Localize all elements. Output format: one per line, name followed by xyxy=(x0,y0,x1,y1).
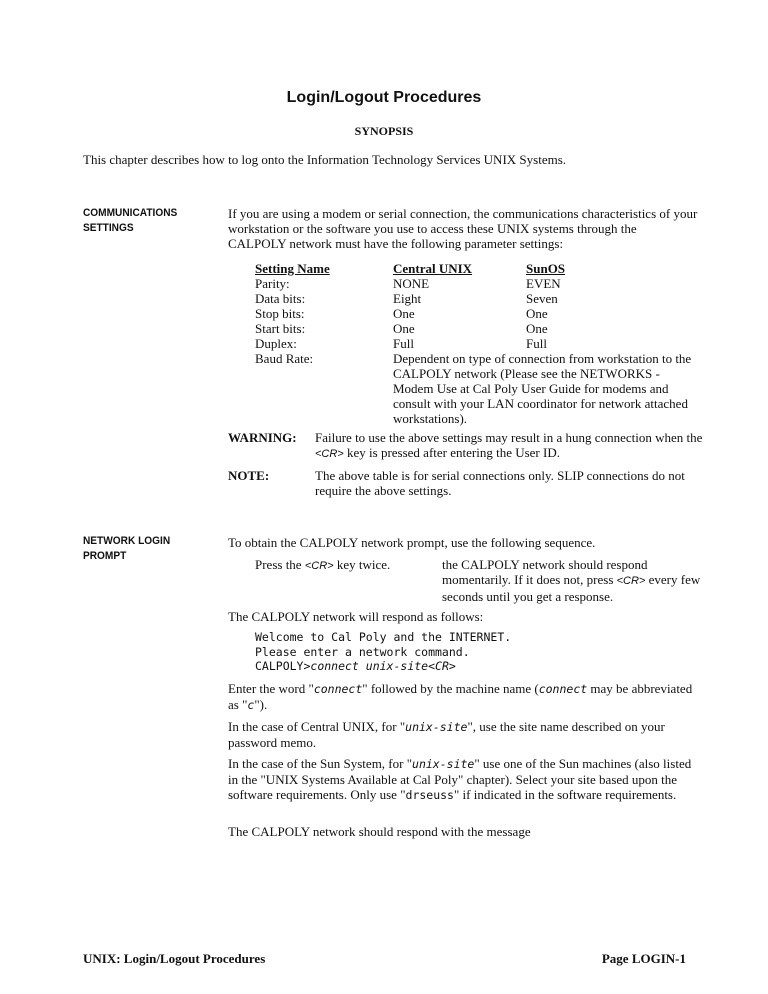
table-cell: One xyxy=(526,306,548,321)
column-header: Setting Name xyxy=(255,261,330,276)
terminal-input: connect unix-site<CR> xyxy=(310,659,456,673)
respond-text: The CALPOLY network will respond as follows: xyxy=(228,609,484,624)
text: " followed by the machine name ( xyxy=(362,681,539,696)
terminal-output xyxy=(255,630,511,674)
warning-text xyxy=(315,430,710,462)
note-label: NOTE: xyxy=(228,468,270,483)
table-cell: Full xyxy=(393,336,414,351)
enter-paragraph xyxy=(228,681,698,713)
section-label-line: SETTINGS xyxy=(83,222,134,234)
code: connect xyxy=(538,682,588,696)
column-header: Central UNIX xyxy=(393,261,473,276)
table-cell: Eight xyxy=(393,291,422,306)
section-label-line: COMMUNICATIONS xyxy=(83,207,178,219)
table-cell: Dependent on type of connection from workstation to the CALPOLY network (Please see the NETWORKS - Modem Use at Cal Poly User Guide for modems and consult with your LAN coordinator for network attached workstations). xyxy=(393,351,692,426)
text: ", use the site name described on your password memo. xyxy=(228,719,665,750)
text: Failure to use the above settings may result in a hung connection when the xyxy=(315,430,703,445)
table-cell: Data bits: xyxy=(255,291,306,306)
warning-block xyxy=(228,430,703,462)
section-label-network-login xyxy=(83,534,203,564)
table-cell: One xyxy=(393,306,415,321)
cr-key: <CR> xyxy=(315,448,344,460)
step-text xyxy=(255,557,435,574)
section-label-line: NETWORK LOGIN xyxy=(83,535,171,547)
central-paragraph xyxy=(228,719,698,750)
note-text: The above table is for serial connections only. SLIP connections do not require the above settings. xyxy=(315,468,685,498)
text: " if indicated in the software requirements. xyxy=(453,787,677,802)
note-block xyxy=(228,468,698,500)
code: connect xyxy=(313,682,363,696)
final-text: The CALPOLY network should respond with the message xyxy=(228,824,531,839)
text: key is pressed after entering the User ID. xyxy=(343,445,560,460)
text: In the case of Central UNIX, for " xyxy=(228,719,406,734)
text: may be abbreviated as " xyxy=(228,681,693,712)
sun-paragraph xyxy=(228,756,698,803)
text: Enter the word " xyxy=(228,681,314,696)
step-result xyxy=(442,557,708,604)
table-cell: EVEN xyxy=(526,276,561,291)
code: drseuss xyxy=(405,788,454,802)
text: Press the xyxy=(255,557,305,572)
table-cell: NONE xyxy=(393,276,430,291)
section-label-line: PROMPT xyxy=(83,550,127,562)
text: the CALPOLY network should respond momentarily. If it does not, press xyxy=(442,557,648,587)
cr-key: <CR> xyxy=(304,560,334,572)
text: In the case of the Sun System, for " xyxy=(228,756,413,771)
cr-key: <CR> xyxy=(616,575,646,587)
text: every few seconds until you get a response. xyxy=(442,572,701,604)
comm-paragraph: If you are using a modem or serial connection, the communications characteristics of your workstation or the software you use to access these UNIX systems through the CALPOLY network must have the following parameter settings: xyxy=(228,206,698,251)
table-cell: One xyxy=(526,321,548,336)
table-cell: One xyxy=(393,321,415,336)
terminal-line: Please enter a network command. xyxy=(255,644,470,659)
column-header: SunOS xyxy=(526,261,566,276)
table-cell: Start bits: xyxy=(255,321,306,336)
terminal-prompt: CALPOLY> xyxy=(255,659,311,673)
page-title: Login/Logout Procedures xyxy=(286,89,482,106)
text: "). xyxy=(254,697,268,712)
terminal-line xyxy=(255,659,511,674)
network-intro: To obtain the CALPOLY network prompt, use the following sequence. xyxy=(228,535,596,550)
section-label-communications xyxy=(83,206,203,236)
warning-label: WARNING: xyxy=(228,430,297,445)
table-cell: Stop bits: xyxy=(255,306,305,321)
code: unix-site xyxy=(412,757,475,771)
table-cell: Full xyxy=(526,336,547,351)
terminal-line: Welcome to Cal Poly and the INTERNET. xyxy=(255,630,512,644)
table-cell: Seven xyxy=(526,291,558,306)
table-cell: Duplex: xyxy=(255,336,297,351)
text: key twice. xyxy=(333,557,391,572)
intro-text: This chapter describes how to log onto the Information Technology Services UNIX Systems. xyxy=(83,152,567,167)
table-cell: Baud Rate: xyxy=(255,351,314,366)
code: c xyxy=(247,698,255,712)
code: unix-site xyxy=(405,720,468,734)
footer-left: UNIX: Login/Logout Procedures xyxy=(83,951,266,966)
text: " use one of the Sun machines (also listed in the "UNIX Systems Available at Cal Poly" chapter). Select your site based upon the software requirements. Only use " xyxy=(228,756,692,802)
footer-page-number: Page LOGIN-1 xyxy=(601,951,686,966)
synopsis-heading: SYNOPSIS xyxy=(354,124,414,138)
table-cell: Parity: xyxy=(255,276,290,291)
